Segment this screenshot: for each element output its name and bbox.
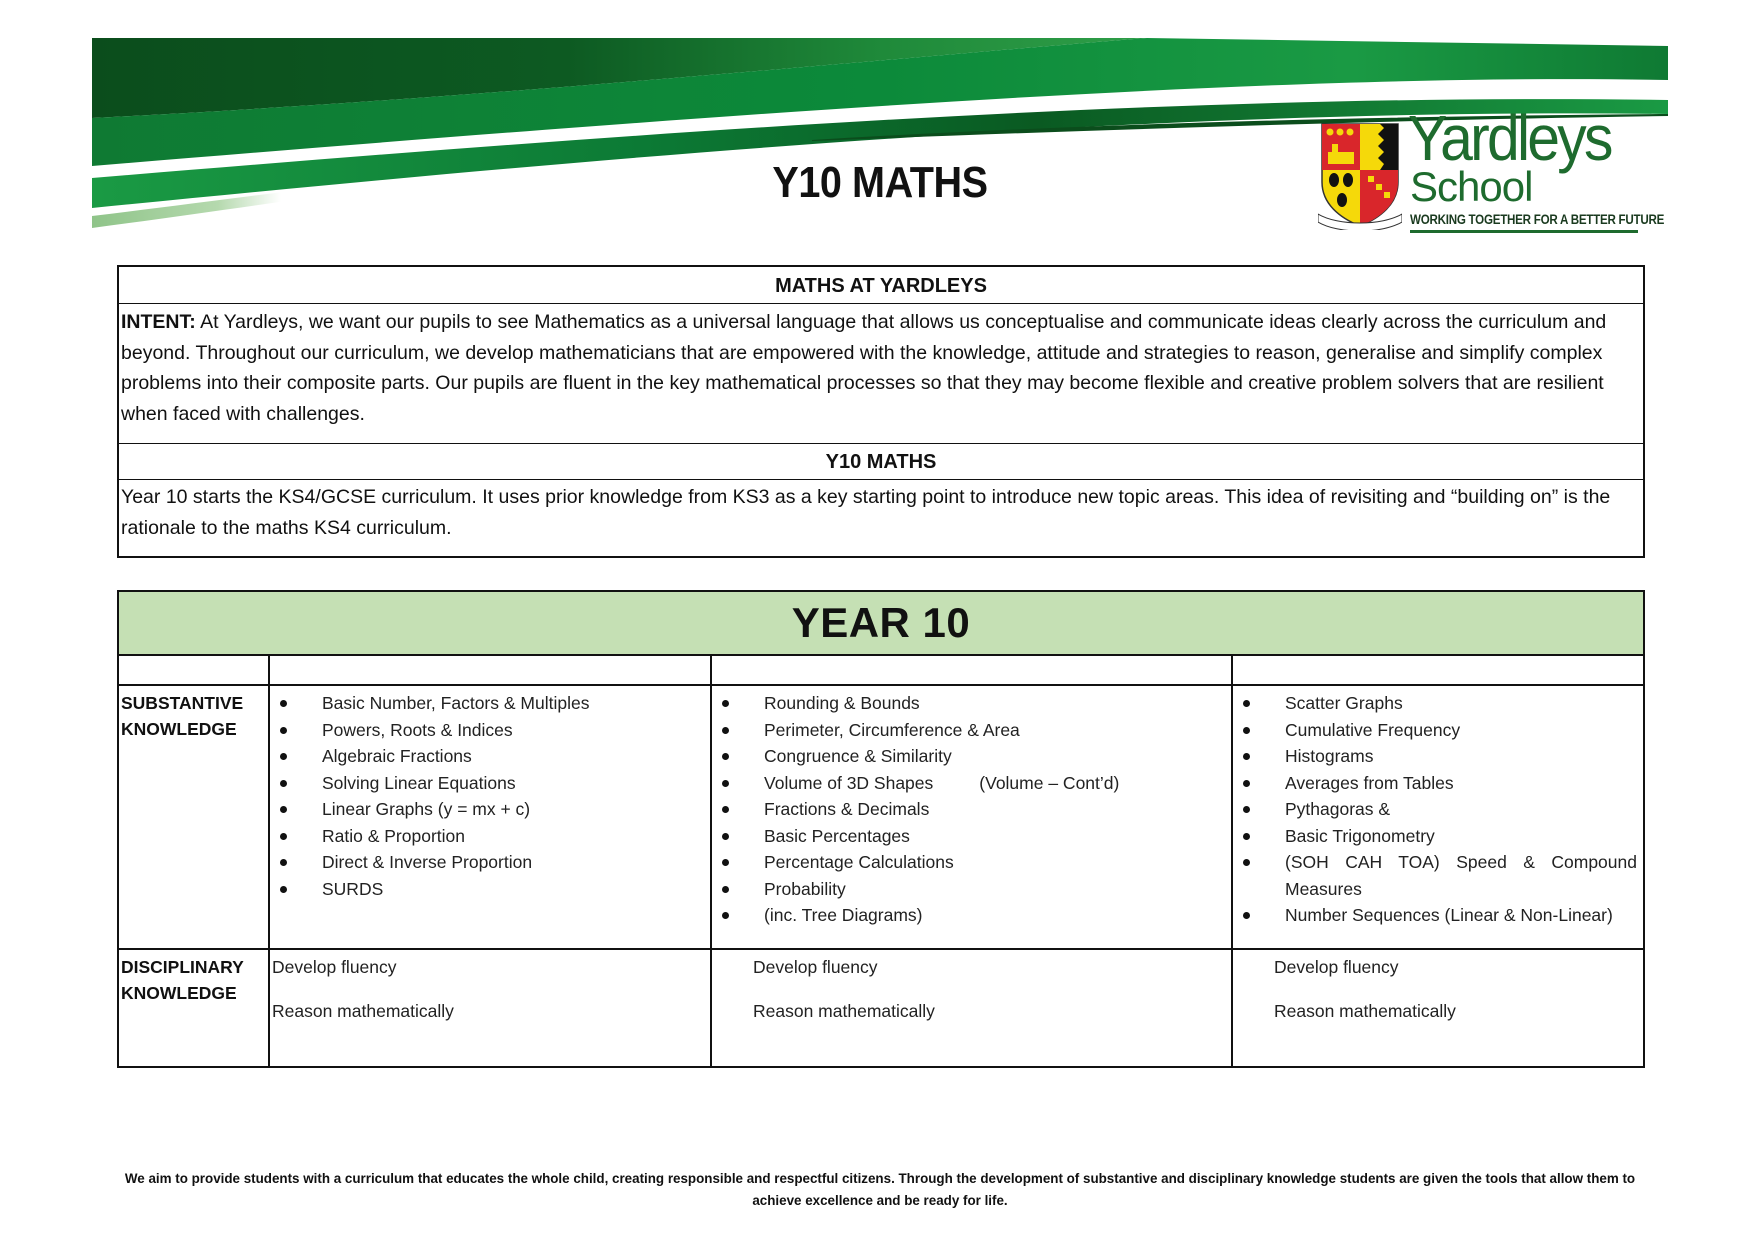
topic-list-item <box>274 770 704 797</box>
topic-text: Probability <box>764 878 846 899</box>
topic-text: Number Sequences (Linear & Non-Linear) <box>1285 905 1613 925</box>
topic-text: Algebraic Fractions <box>322 746 472 766</box>
topic-text: Pythagoras & <box>1285 799 1391 819</box>
logo-tagline: WORKING TOGETHER FOR A BETTER FUTURE <box>1410 212 1665 227</box>
maths-at-yardleys-box <box>117 265 1645 558</box>
topic-text: (inc. Tree Diagrams) <box>764 905 923 925</box>
topic-list-item <box>274 690 704 717</box>
substantive-knowledge-label <box>121 690 243 742</box>
topic-text: (SOH CAH TOA) Speed & Compound Measures <box>1285 852 1637 899</box>
year-title: YEAR 10 <box>791 599 971 646</box>
topic-text: Basic Trigonometry <box>1285 825 1435 846</box>
school-logo <box>1318 102 1665 236</box>
disciplinary-item: Develop fluency <box>1274 957 1399 977</box>
disciplinary-label-line2: KNOWLEDGE <box>121 983 237 1003</box>
column-divider-2 <box>710 656 712 1066</box>
topic-text: Fractions & Decimals <box>764 799 930 819</box>
term-2-topics <box>716 690 1221 929</box>
topic-extra-note: (Volume – Cont’d) <box>979 772 1120 793</box>
disciplinary-item: Develop fluency <box>753 957 878 977</box>
page-title: Y10 MATHS <box>772 158 988 207</box>
topic-text: Congruence & Similarity <box>764 746 952 766</box>
term-1-disciplinary <box>272 954 454 1024</box>
topic-text: Basic Number, Factors & Multiples <box>322 693 590 713</box>
topic-text: Basic Percentages <box>764 825 910 846</box>
y10-rationale-paragraph: Year 10 starts the KS4/GCSE curriculum. It uses prior knowledge from KS3 as a key starting point to introduce new topic areas. This idea of revisiting and “building on” is the rationale to the maths KS4 curriculum. <box>121 486 1611 539</box>
column-divider-1 <box>268 656 270 1066</box>
topic-list-item <box>1237 823 1637 850</box>
y10-maths-subheading: Y10 MATHS <box>119 445 1643 480</box>
topic-list-item <box>716 690 1221 717</box>
topic-text: Scatter Graphs <box>1285 693 1403 713</box>
topic-text: Volume of 3D Shapes <box>764 772 934 793</box>
topic-text: Solving Linear Equations <box>322 772 516 793</box>
topic-list-item <box>1237 770 1637 797</box>
topic-list-item <box>1237 849 1637 902</box>
topic-list-item <box>716 902 1221 929</box>
topic-text: Linear Graphs (y = mx + c) <box>322 799 531 819</box>
topic-list-item <box>1237 902 1637 929</box>
intent-heading: MATHS AT YARDLEYS <box>119 267 1643 304</box>
topic-text: Averages from Tables <box>1285 772 1454 793</box>
term-2-disciplinary <box>753 954 935 1024</box>
topic-list-item <box>1237 743 1637 770</box>
topic-list-item <box>274 823 704 850</box>
disciplinary-item: Develop fluency <box>272 957 397 977</box>
topic-list-item <box>274 876 704 903</box>
topic-text: Powers, Roots & Indices <box>322 719 513 740</box>
substantive-label-line1: SUBSTANTIVE <box>121 693 244 713</box>
disciplinary-knowledge-label <box>121 954 244 1006</box>
topic-list-item <box>716 823 1221 850</box>
term-1-topics <box>274 690 704 902</box>
section-divider <box>119 443 1643 444</box>
topic-text: Perimeter, Circumference & Area <box>764 719 1020 740</box>
term-3-disciplinary <box>1274 954 1456 1024</box>
topic-list-item <box>716 796 1221 823</box>
logo-name-line2: School <box>1410 163 1533 210</box>
intent-text: At Yardleys, we want our pupils to see Mathematics as a universal language that allows us conceptualise and communicate ideas clearly across the curriculum and beyond. Throughout our curriculum, we develop mathematicians that are empowered with the knowledge, attitude and strategies to reason, generalise and simplify complex problems into their composite parts. Our pupils are fluent in the key mathematical processes so that they may become flexible and creative problem solvers that are resilient when faced with challenges. <box>121 311 1607 425</box>
disciplinary-item: Reason mathematically <box>1274 1001 1456 1021</box>
topic-text: Ratio & Proportion <box>322 825 465 846</box>
term-3-topics <box>1237 690 1637 929</box>
school-crest-icon <box>1318 122 1402 230</box>
topic-list-item <box>274 796 704 823</box>
topic-list-item <box>716 743 1221 770</box>
intent-label: INTENT: <box>121 311 196 333</box>
topic-list-item <box>716 876 1221 903</box>
substantive-label-line2: KNOWLEDGE <box>121 719 237 739</box>
topic-list-item <box>716 849 1221 876</box>
disciplinary-label-line1: DISCIPLINARY <box>121 957 244 977</box>
intent-paragraph <box>121 307 1639 429</box>
topic-text: Percentage Calculations <box>764 852 954 872</box>
topic-text: Direct & Inverse Proportion <box>322 852 533 872</box>
topic-list-item <box>274 743 704 770</box>
topic-list-item <box>1237 690 1637 717</box>
column-divider-3 <box>1231 656 1233 1066</box>
disciplinary-item: Reason mathematically <box>272 1001 454 1021</box>
year-title-bar <box>119 592 1643 656</box>
topic-list-item <box>274 717 704 744</box>
topic-text: Cumulative Frequency <box>1285 719 1461 740</box>
topic-text: SURDS <box>322 878 384 899</box>
row-divider-header <box>119 684 1643 686</box>
topic-list-item <box>1237 796 1637 823</box>
topic-list-item <box>1237 717 1637 744</box>
logo-tagline-underline <box>1410 230 1638 233</box>
disciplinary-item: Reason mathematically <box>753 1001 935 1021</box>
topic-text: Rounding & Bounds <box>764 693 920 713</box>
topic-list-item <box>716 717 1221 744</box>
topic-text: Histograms <box>1285 746 1374 766</box>
year-10-curriculum-table <box>117 590 1645 1068</box>
topic-list-item <box>716 770 1221 797</box>
logo-name-line1: Yardleys <box>1408 102 1611 174</box>
topic-list-item <box>274 849 704 876</box>
row-divider-substantive <box>119 948 1643 950</box>
footer-statement: We aim to provide students with a curriculum that educates the whole child, creating responsible and respectful citizens. Through the development of substantive and disciplinary knowledge students are given the tools that allow them to achieve excellence and be ready for life. <box>124 1171 1636 1208</box>
